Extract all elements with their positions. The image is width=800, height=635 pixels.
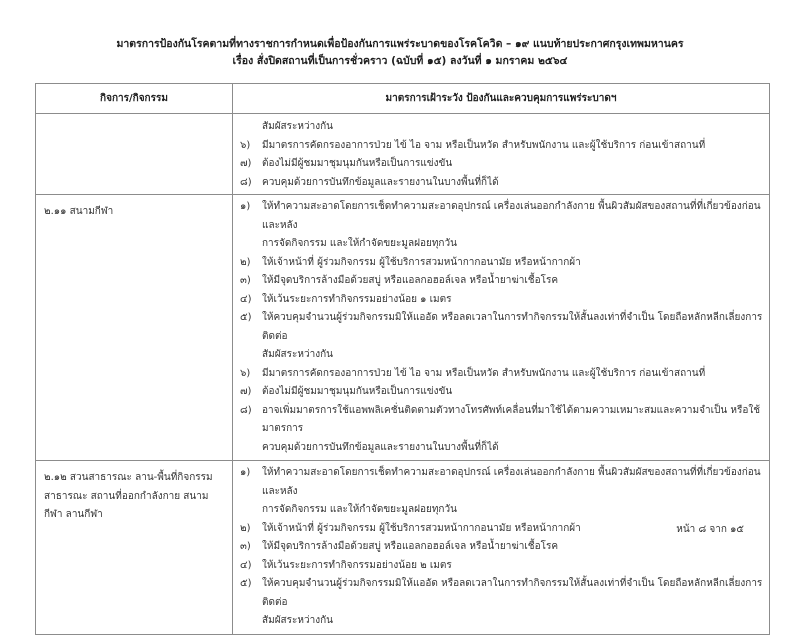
measure-number: ๒) [240,522,251,534]
measure-text-cont: การจัดกิจกรรม และให้กำจัดขยะมูลฝอยทุกวัน [262,504,457,515]
measure-number: ๗) [240,386,252,397]
measure-item [240,137,763,156]
title-line-2: เรื่อง สั่งปิดสถานที่เป็นการชั่วคราว (ฉบับที่ ๑๕) ลงวันที่ ๑ มกราคม ๒๕๖๔ [232,55,568,67]
measure-text [262,575,763,631]
activity-cell [36,114,233,195]
measure-item [240,383,763,402]
table-row [36,195,770,461]
measure-item [240,291,763,310]
measure-item [240,174,763,193]
measure-text: ให้เจ้าหน้าที่ ผู้ร่วมกิจกรรม ผู้ใช้บริการสวมหน้ากากอนามัย หรือหน้ากากผ้า [262,522,581,534]
measure-item [240,365,763,384]
measure-item [240,464,763,520]
measure-text: ให้มีจุดบริการล้างมือด้วยสบู่ หรือแอลกอฮอล์เจล หรือน้ำยาฆ่าเชื้อโรค [262,275,559,286]
measure-number: ๓) [240,275,251,286]
document-title [0,36,800,70]
measure-text [262,464,763,520]
measure-number: ๔) [240,559,252,571]
measures-table [35,83,770,635]
measure-number: ๑) [240,201,251,212]
measure-text: ให้เว้นระยะการทำกิจกรรมอย่างน้อย ๒ เมตร [262,559,452,571]
measure-text-cont: ควบคุมด้วยการบันทึกข้อมูลและรายงานในบางพื้นที่ก็ได้ [262,441,499,453]
measures-cell [233,195,770,461]
header-measures: มาตรการเฝ้าระวัง ป้องกันและควบคุมการแพร่ระบาดฯ [233,84,770,114]
measure-text [262,402,763,458]
measure-number: ๕) [240,578,252,589]
measure-text-cont: การจัดกิจกรรม และให้กำจัดขยะมูลฝอยทุกวัน [262,238,457,249]
activity-cell: ๒.๑๑ สนามกีฬา [36,195,233,461]
measure-text: มีมาตรการคัดกรองอาการป่วย ไข้ ไอ จาม หรือเป็นหวัด สำหรับพนักงาน และผู้ใช้บริการ ก่อนเข้าสถานที่ [262,139,706,151]
measure-text: ต้องไม่มีผู้ชมมาชุมนุมกันหรือเป็นการแข่งขัน [262,386,453,397]
measure-text: ให้มีจุดบริการล้างมือด้วยสบู่ หรือแอลกอฮอล์เจล หรือน้ำยาฆ่าเชื้อโรค [262,541,559,552]
measure-number: ๘) [240,404,252,416]
measure-number: ๓) [240,541,251,552]
measure-text: ให้เว้นระยะการทำกิจกรรมอย่างน้อย ๑ เมตร [262,293,452,305]
measure-item [240,254,763,273]
measure-item [240,402,763,458]
measure-text-line: ให้ควบคุมจำนวนผู้ร่วมกิจกรรมมิให้แออัด หรือลดเวลาในการทำกิจกรรมให้สั้นลงเท่าที่จำเป็น โดยถือหลักหลีกเลี่ยงการติดต่อ [262,578,763,608]
measure-item [240,272,763,291]
activity-cell: ๒.๑๒ สวนสาธารณะ ลาน-พื้นที่กิจกรรมสาธารณะ สถานที่ออกกำลังกาย สนามกีฬา ลานกีฬา [36,461,233,635]
title-line-1: มาตรการป้องกันโรคตามที่ทางราชการกำหนดเพื่อป้องกันการแพร่ระบาดของโรคโควิด – ๑๙ แนบท้ายประกาศกรุงเทพมหานคร [116,38,684,50]
measure-text-cont: สัมผัสระหว่างกัน [262,615,333,626]
measure-item [240,575,763,631]
table-row [36,114,770,195]
measure-text: ให้เจ้าหน้าที่ ผู้ร่วมกิจกรรม ผู้ใช้บริการสวมหน้ากากอนามัย หรือหน้ากากผ้า [262,256,581,268]
page-number: หน้า ๘ จาก ๑๕ [676,524,744,535]
measure-item [240,155,763,174]
measure-number: ๒) [240,256,251,268]
measure-text-line: ให้ทำความสะอาดโดยการเช็ดทำความสะอาดอุปกรณ์ เครื่องเล่นออกกำลังกาย พื้นผิวสัมผัสของสถานที่ที่เกี่ยวข้องก่อนและหลัง [262,467,761,497]
measure-number: ๕) [240,312,252,323]
measure-continuation: สัมผัสระหว่างกัน [262,121,333,132]
measure-text: ต้องไม่มีผู้ชมมาชุมนุมกันหรือเป็นการแข่งขัน [262,158,453,169]
measure-number: ๗) [240,158,252,169]
measure-item [240,538,763,557]
measure-item [240,557,763,576]
table-row [36,461,770,635]
measure-number: ๖) [240,139,251,151]
measure-text-line: ให้ควบคุมจำนวนผู้ร่วมกิจกรรมมิให้แออัด หรือลดเวลาในการทำกิจกรรมให้สั้นลงเท่าที่จำเป็น โดยถือหลักหลีกเลี่ยงการติดต่อ [262,312,763,342]
measure-number: ๘) [240,176,252,188]
measure-text-cont: สัมผัสระหว่างกัน [262,349,333,360]
measures-cell [233,114,770,195]
measure-text-line: ให้ทำความสะอาดโดยการเช็ดทำความสะอาดอุปกรณ์ เครื่องเล่นออกกำลังกาย พื้นผิวสัมผัสของสถานที่ที่เกี่ยวข้องก่อนและหลัง [262,201,761,231]
measure-text-line: อาจเพิ่มมาตรการใช้แอพพลิเคชั่นติดตามตัวทางโทรศัพท์เคลื่อนที่มาใช้ได้ตามความเหมาะสมและความจำเป็น หรือใช้มาตรการ [262,404,761,434]
measures-cell [233,461,770,635]
measure-text: ควบคุมด้วยการบันทึกข้อมูลและรายงานในบางพื้นที่ก็ได้ [262,176,499,188]
measure-text: มีมาตรการคัดกรองอาการป่วย ไข้ ไอ จาม หรือเป็นหวัด สำหรับพนักงาน และผู้ใช้บริการ ก่อนเข้าสถานที่ [262,367,706,379]
measure-item [240,198,763,254]
measure-number: ๑) [240,467,251,478]
measure-item [240,309,763,365]
measure-text [262,198,763,254]
table-header-row [36,84,770,114]
header-activity: กิจการ/กิจกรรม [36,84,233,114]
measure-number: ๖) [240,367,251,379]
measure-text [262,309,763,365]
measure-number: ๔) [240,293,252,305]
